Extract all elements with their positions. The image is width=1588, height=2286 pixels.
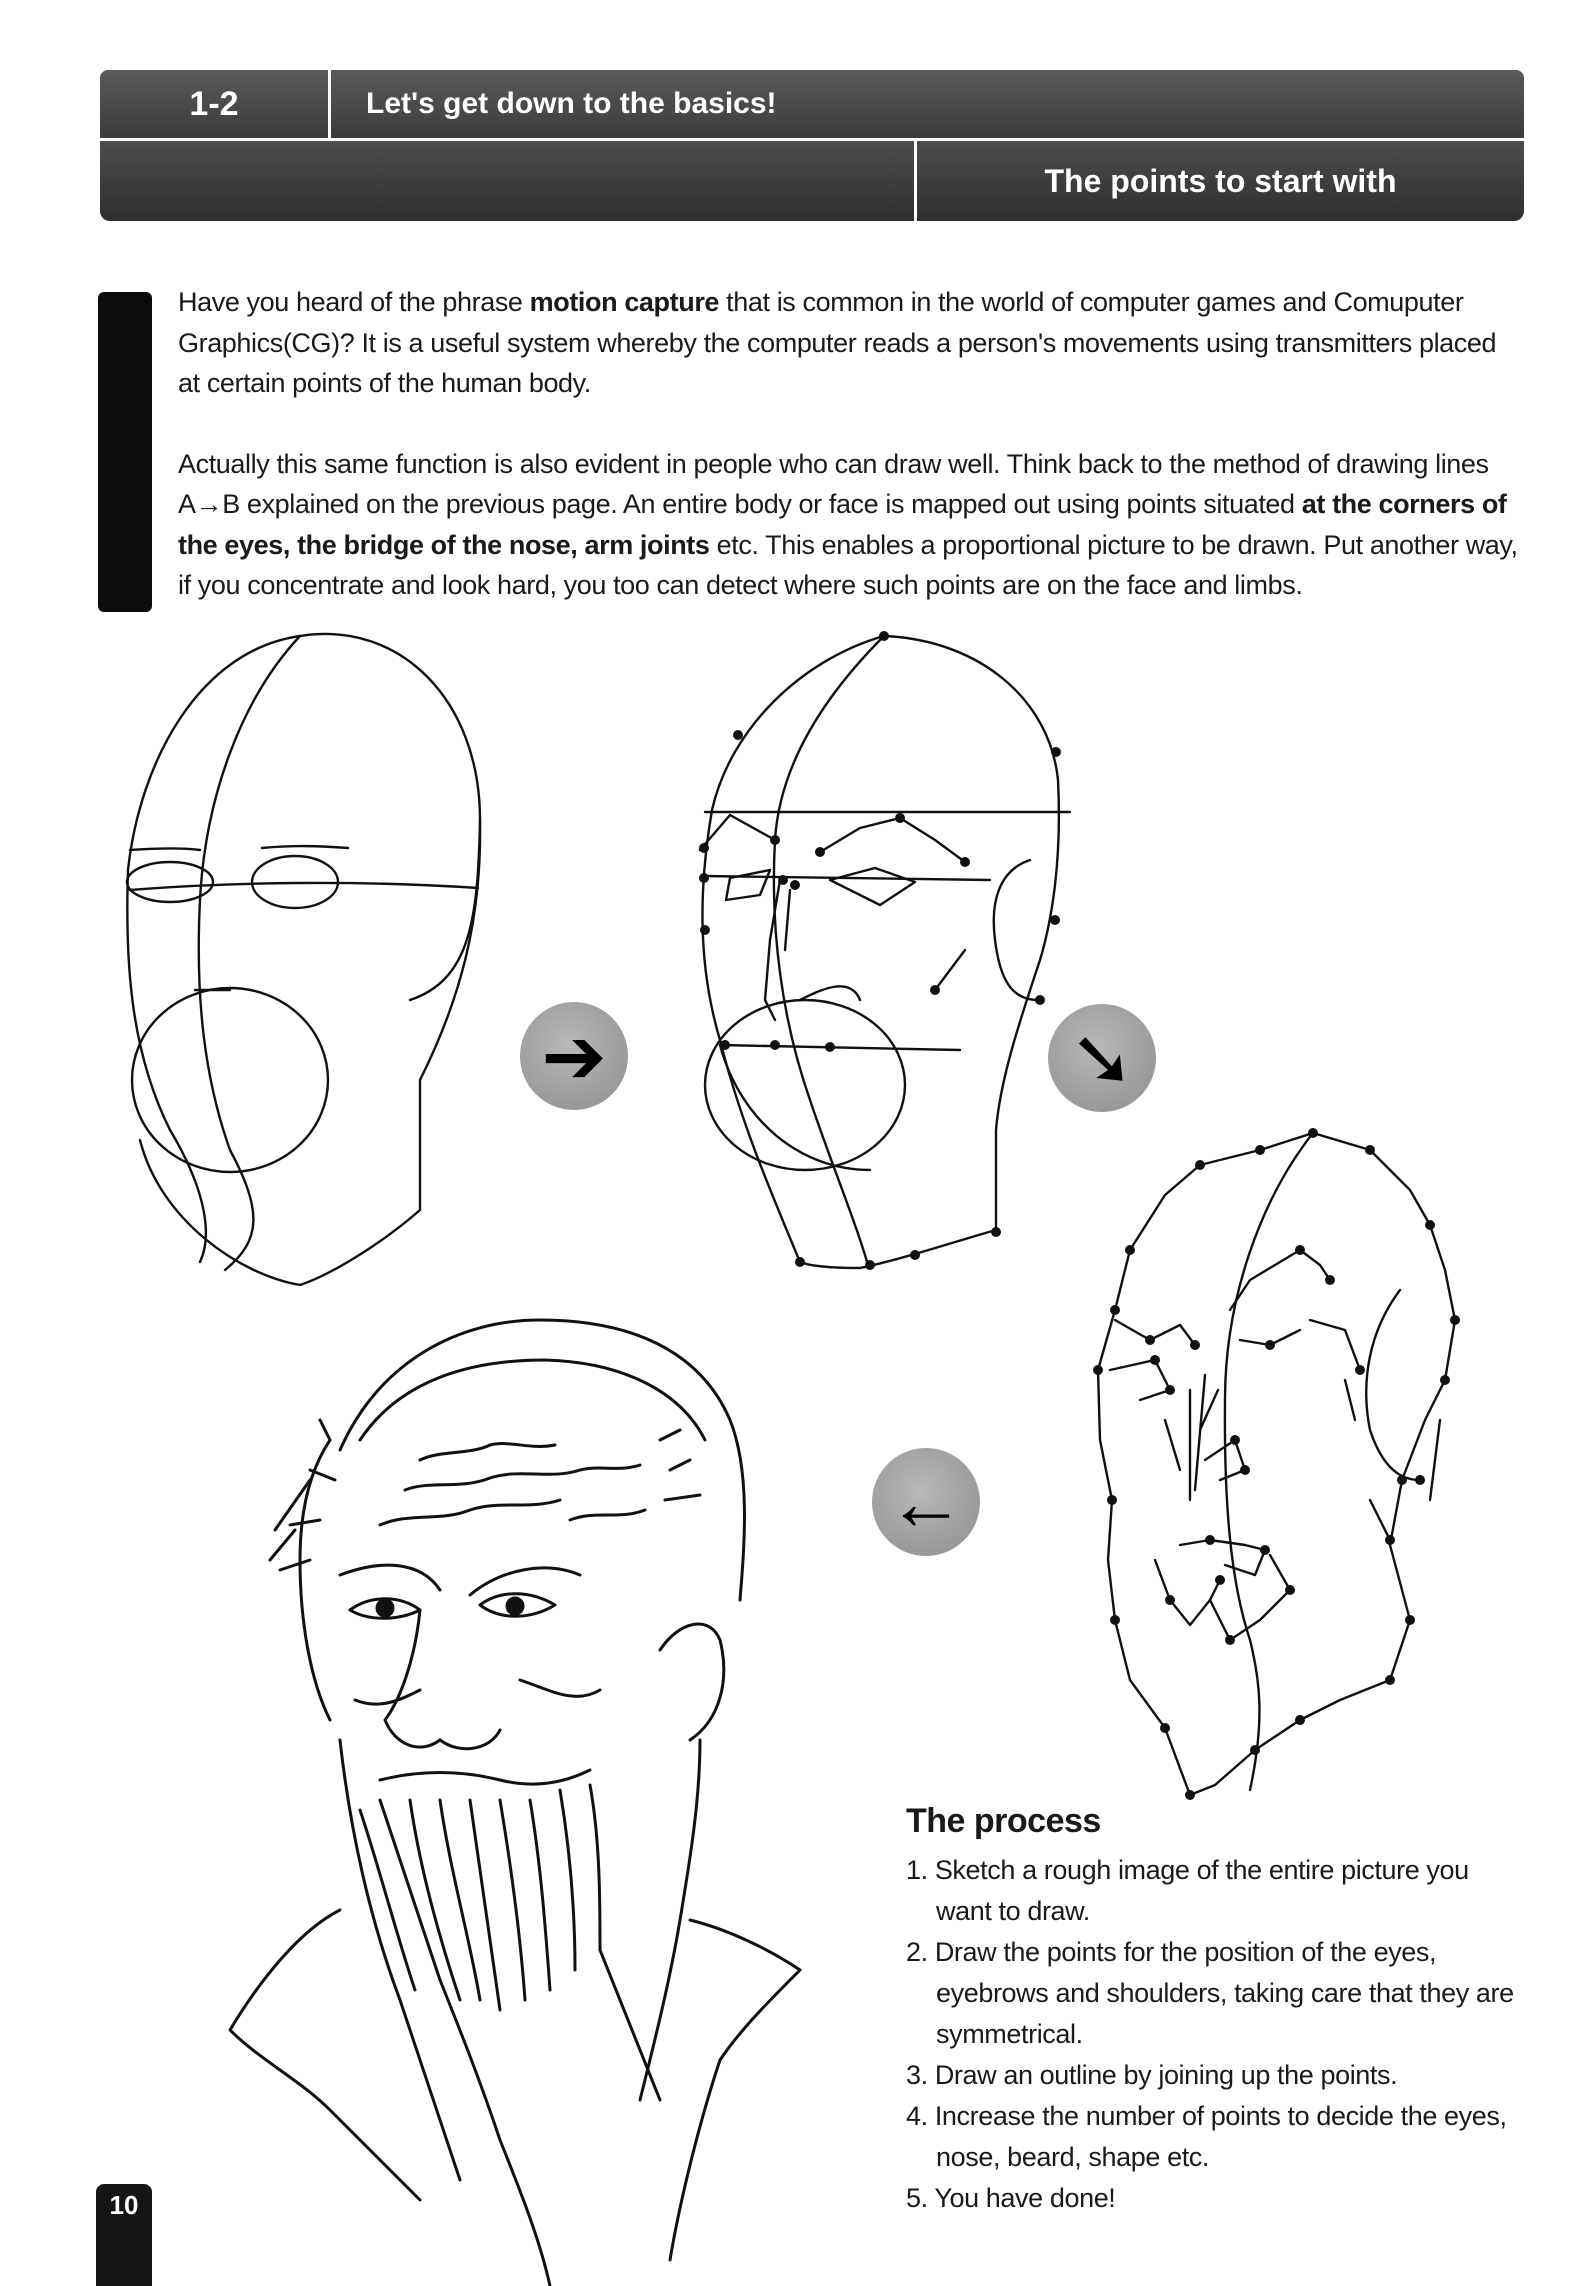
page-number: 10 bbox=[109, 2190, 139, 2220]
arrow-left-icon bbox=[872, 1448, 980, 1556]
process-step: 5. You have done! bbox=[906, 2183, 1116, 2213]
rough-sketch-head-drawing bbox=[127, 634, 480, 1285]
intro-p2-text-a: Actually this same function is also evident in people who can draw well. Think back to the method of drawing lines A→B explained on the previous page. An entire body or face is mapped out using points situated bbox=[178, 448, 1489, 519]
arrow-right-icon bbox=[520, 1002, 628, 1110]
process-step: 4. Increase the number of points to decide the eyes, nose, beard, shape etc. bbox=[906, 2101, 1507, 2172]
points-head-drawing bbox=[699, 631, 1070, 1270]
connected-outline-head-drawing bbox=[1093, 1128, 1460, 1800]
arrow-down-right-icon bbox=[1048, 1004, 1156, 1112]
intro-p1-bold: motion capture bbox=[529, 287, 720, 317]
process-step: 3. Draw an outline by joining up the points. bbox=[906, 2060, 1398, 2090]
intro-p1-text-a: Have you heard of the phrase bbox=[178, 287, 530, 317]
arrow-down-right-glyph: ➘ bbox=[1069, 1014, 1135, 1102]
process-step: 2. Draw the points for the position of the eyes, eyebrows and shoulders, taking care that they are symmetrical. bbox=[906, 1937, 1514, 2049]
chapter-title: Let's get down to the basics! bbox=[366, 87, 777, 120]
intro-p1-text-b: that is common in the world of computer games and Comuputer Graphics(CG)? It is a useful system whereby the computer reads a person's movements using transmitters placed at certain points of the human body. bbox=[178, 287, 1497, 398]
intro-p2-text-b: etc. This enables a proportional picture to be drawn. Put another way, if you concentrate and look hard, you too can detect where such points are on the face and limbs. bbox=[178, 529, 1518, 600]
arrow-left-glyph: ← bbox=[887, 1458, 965, 1546]
intro-p2-bold: at the corners of the eyes, the bridge of the nose, arm joints bbox=[178, 489, 1507, 560]
arrow-right-glyph: ➔ bbox=[541, 1012, 607, 1100]
process-steps-list bbox=[906, 1850, 1516, 2219]
process-title: The process bbox=[906, 1802, 1101, 1840]
section-title: The points to start with bbox=[1044, 163, 1397, 199]
chapter-number: 1-2 bbox=[100, 70, 331, 138]
finished-old-man-drawing bbox=[230, 1320, 800, 2286]
process-step: 1. Sketch a rough image of the entire picture you want to draw. bbox=[906, 1855, 1469, 1926]
